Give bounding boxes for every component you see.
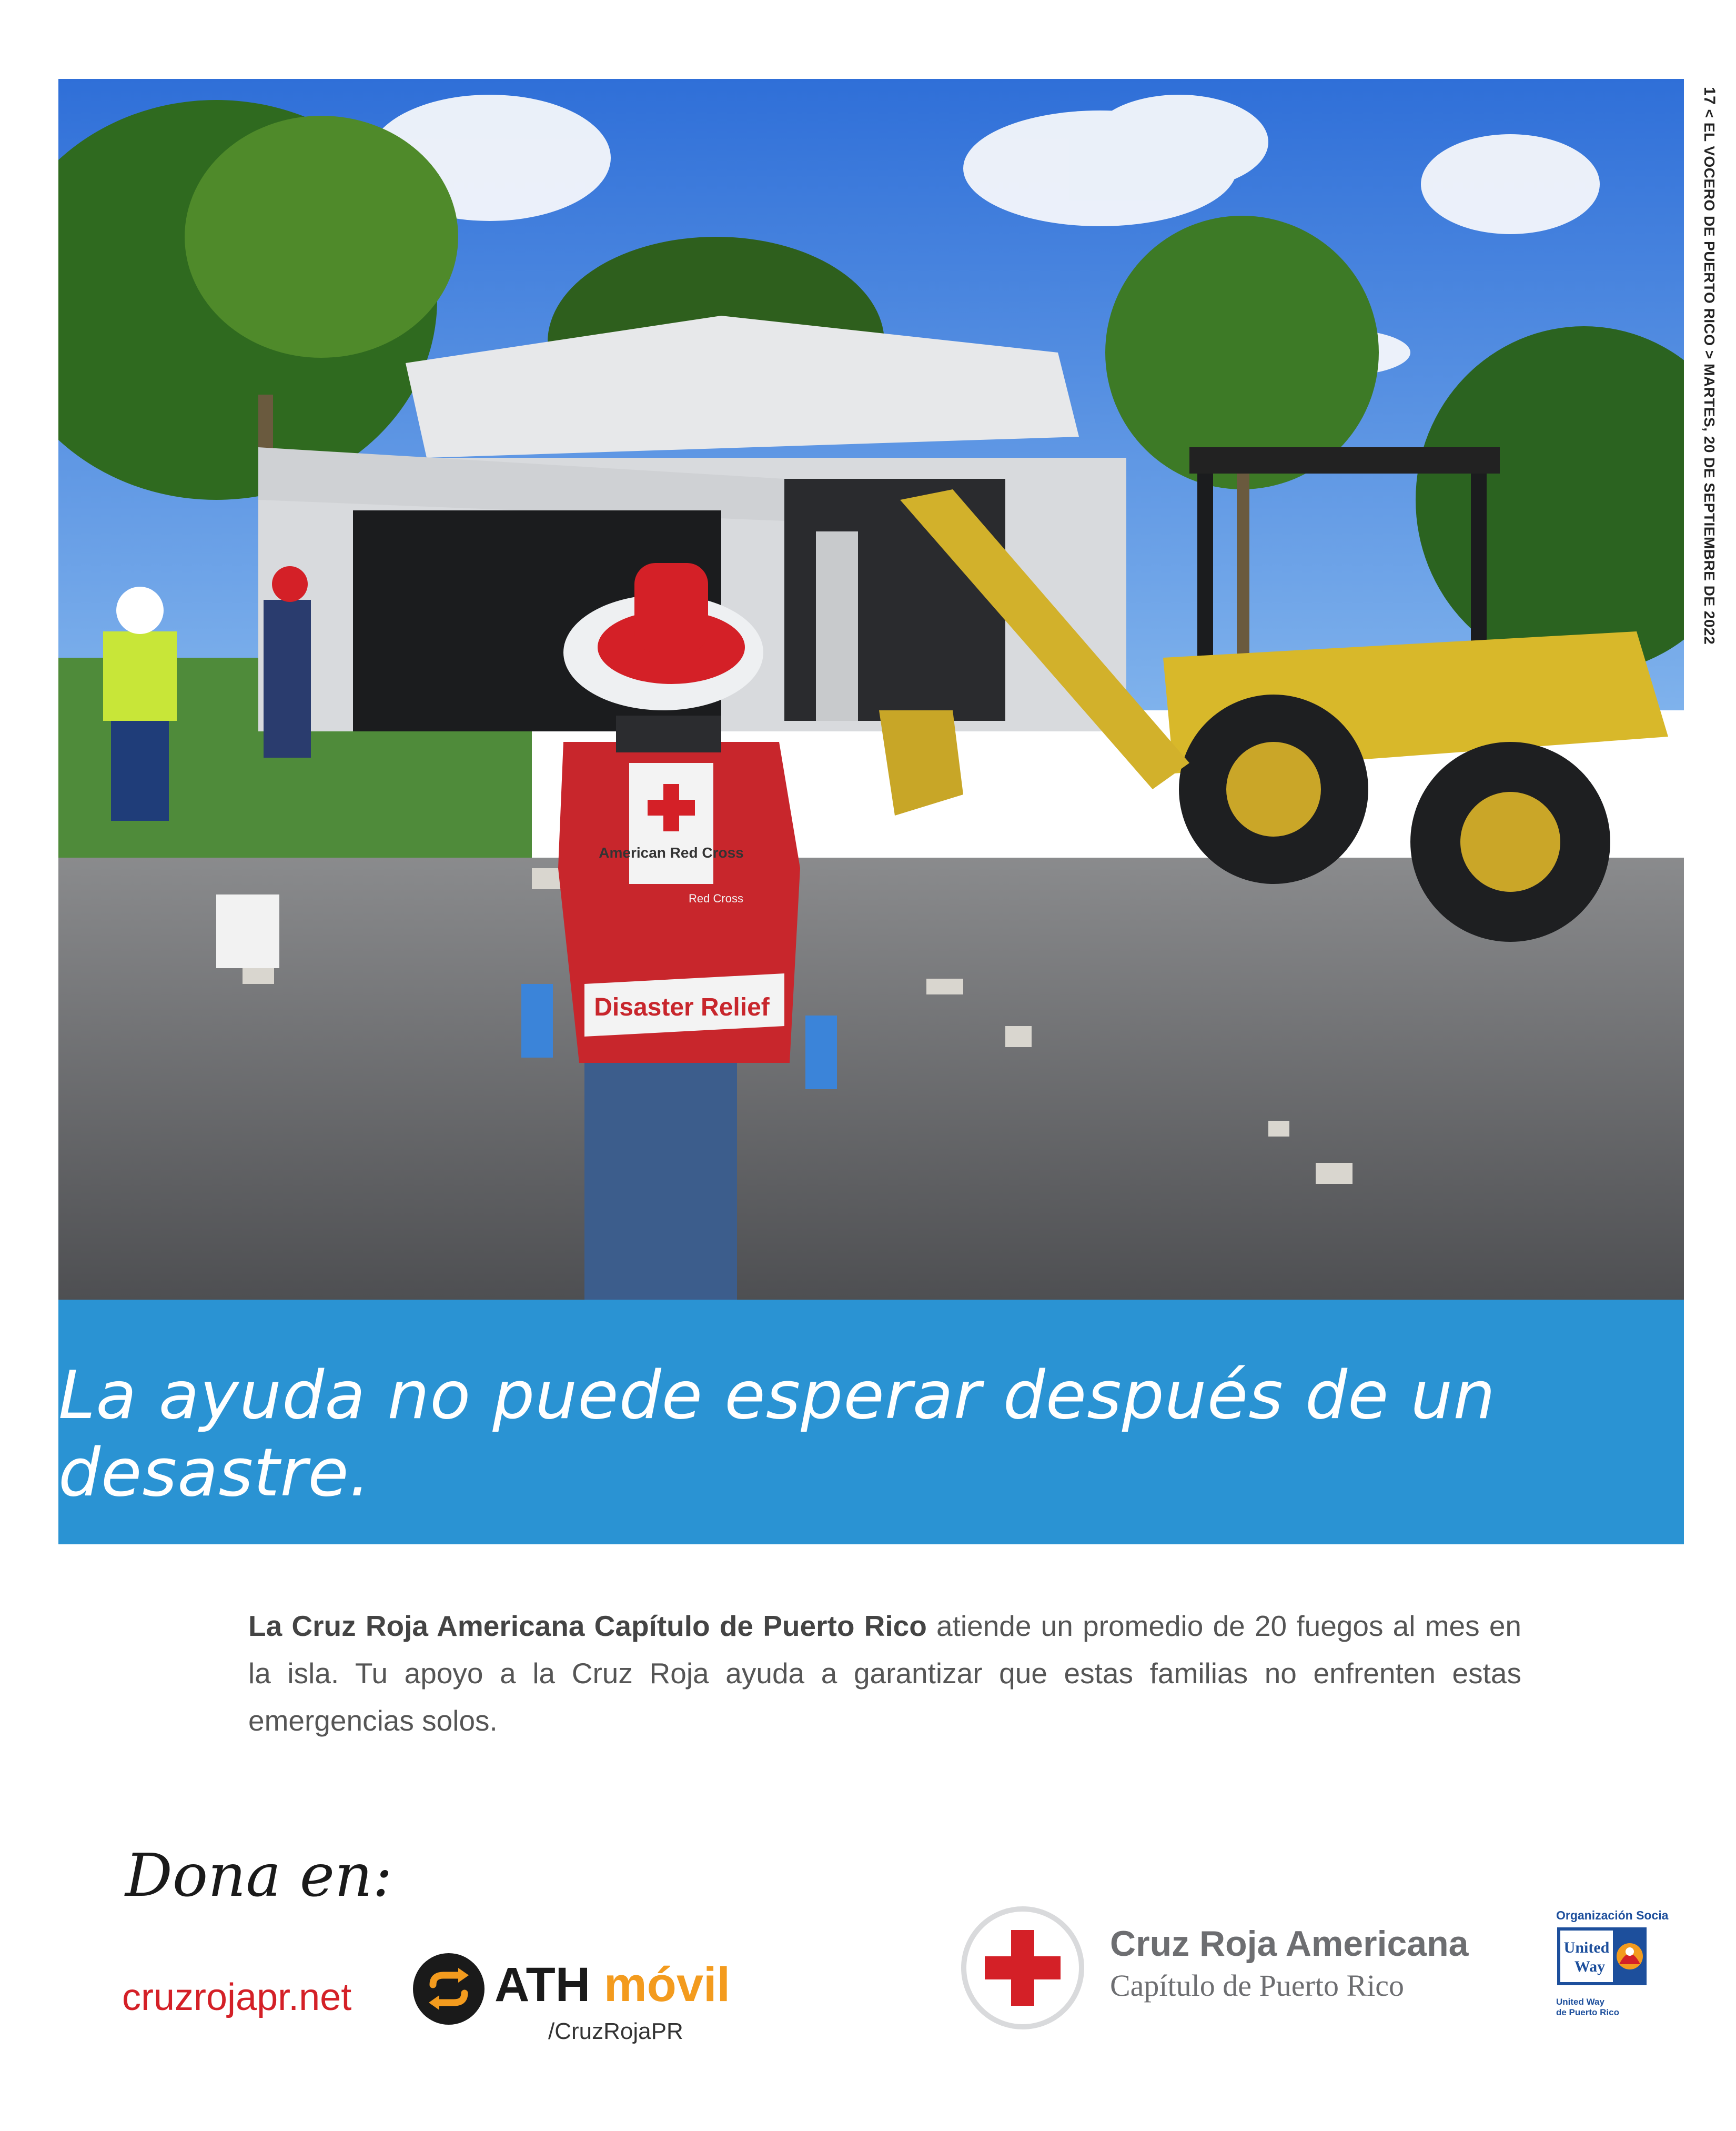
page-number: 17 [1701, 87, 1718, 105]
ath-movil-wordmark [494, 1957, 730, 2013]
newspaper-date-line: < EL VOCERO DE PUERTO RICO > MARTES, 20 DE SEPTIEMBRE DE 2022 [1701, 109, 1718, 645]
united-way-caption-line1: United Way [1556, 1997, 1604, 2007]
united-way-caption [1556, 1997, 1661, 2018]
hero-photo-illustration [58, 79, 1684, 1300]
hero-photo [58, 79, 1684, 1300]
ath-name: ATH [494, 1958, 591, 2012]
road [58, 858, 1684, 1300]
united-way-logo-line2: Way [1574, 1958, 1606, 1975]
donate-label: Dona en: [125, 1842, 392, 1910]
donate-url-link[interactable]: cruzrojapr.net [122, 1976, 352, 2018]
ath-handle: /CruzRojaPR [548, 2018, 683, 2044]
headline-banner [58, 1300, 1684, 1544]
ath-movil-icon [412, 1952, 486, 2026]
united-way-caption-line2: de Puerto Rico [1556, 2007, 1619, 2017]
red-cross-title: Cruz Roja Americana [1110, 1924, 1469, 1964]
united-way-logo-line1: United [1563, 1939, 1610, 1956]
vest-patch: Red Cross [689, 892, 743, 905]
newspaper-side-caption [1700, 87, 1718, 645]
headline: La ayuda no puede esperar después de un desastre. [58, 1356, 1496, 1511]
vest-bottom-label: Disaster Relief [594, 993, 770, 1021]
red-cross-logo-icon [960, 1905, 1086, 2031]
red-cross-subtitle: Capítulo de Puerto Rico [1110, 1968, 1404, 2003]
body-rest: atiende un promedio de 20 fuegos al mes en la isla. Tu apoyo a la Cruz Roja ayuda a garantizar que estas familias no enfrenten estas emergencias solos. [248, 1610, 1521, 1737]
body-paragraph [248, 1602, 1521, 1744]
united-way-logo-icon [1557, 1927, 1647, 1985]
partner-label: Organización Socia [1556, 1908, 1669, 1922]
body-bold-lead: La Cruz Roja Americana Capítulo de Puerto Rico [248, 1610, 927, 1642]
ath-suffix: móvil [603, 1958, 731, 2012]
vest-top-label: American Red Cross [599, 845, 744, 861]
